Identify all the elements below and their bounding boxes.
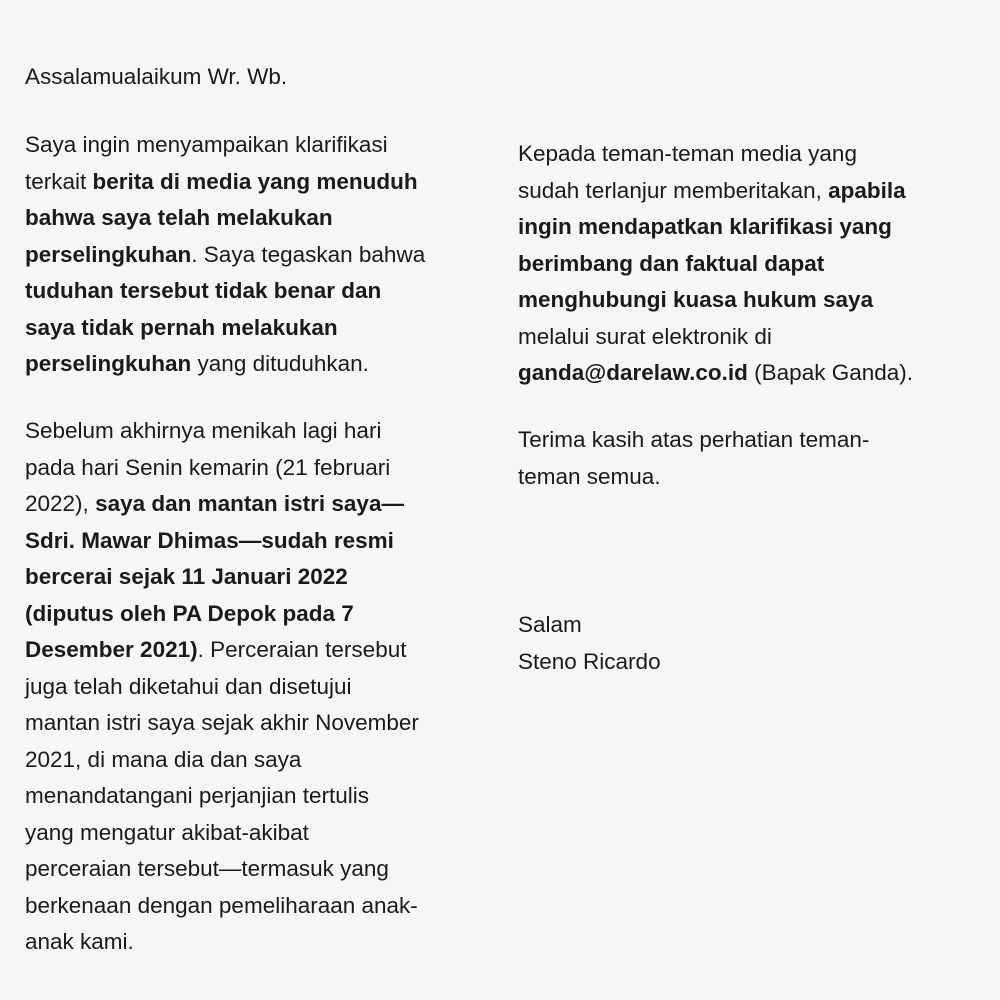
paragraph-line (25, 851, 389, 888)
bold-text-run: ingin mendapatkan klarifikasi yang (518, 214, 892, 239)
text-run: . Saya tegaskan bahwa (191, 241, 426, 267)
bold-text-run: saya tidak pernah melakukan (25, 314, 338, 340)
paragraph-line (518, 209, 892, 246)
text-run: sudah terlanjur memberitakan, (518, 177, 829, 203)
bold-text-run: perselingkuhan (25, 241, 192, 267)
text-run: teman semua. (518, 463, 661, 489)
paragraph-line (25, 164, 418, 201)
text-run: . Perceraian tersebut (197, 637, 407, 662)
paragraph-line (25, 413, 381, 450)
text-run: mantan istri saya sejak akhir November (25, 710, 419, 735)
paragraph-line (25, 273, 381, 310)
text-run: perceraian tersebut—termasuk yang (25, 856, 389, 881)
text-run: berkenaan dengan pemeliharaan anak- (25, 892, 418, 918)
paragraph-line (518, 136, 857, 173)
paragraph-line (25, 523, 394, 560)
lawyer-email: ganda@darelaw.co.id (518, 360, 748, 385)
text-run: terkait (25, 168, 93, 194)
text-run: menandatangani perjanjian tertulis (25, 783, 369, 808)
bold-text-run: tuduhan tersebut tidak benar dan (25, 278, 382, 303)
paragraph-line (25, 778, 369, 815)
paragraph-line (25, 596, 354, 633)
paragraph-line (25, 559, 348, 596)
text-run: Kepada teman-teman media yang (518, 141, 857, 166)
paragraph-line (518, 173, 906, 210)
bold-text-run: Sdri. Mawar Dhimas—sudah resmi (25, 527, 394, 553)
text-run: yang mengatur akibat-akibat (25, 819, 309, 845)
paragraph-line (25, 669, 352, 706)
text-run: juga telah diketahui dan disetujui (25, 673, 352, 699)
text-run: (Bapak Ganda). (747, 360, 914, 385)
bold-text-run: Desember 2021) (25, 637, 198, 662)
paragraph-line (25, 200, 333, 237)
text-run: anak kami. (25, 929, 134, 954)
paragraph-line (25, 815, 309, 852)
bold-text-run: bercerai sejak 11 Januari 2022 (25, 564, 348, 589)
bold-text-run: bahwa saya telah melakukan (25, 205, 333, 230)
paragraph-line (518, 355, 913, 392)
text-run: Saya ingin menyampaikan klarifikasi (25, 132, 388, 157)
paragraph-line (25, 924, 134, 961)
text-run: yang dituduhkan. (191, 351, 369, 376)
text-run: 2021, di mana dia dan saya (25, 746, 302, 772)
paragraph-line (25, 486, 404, 523)
paragraph-line (518, 246, 824, 283)
paragraph-line (518, 422, 869, 459)
paragraph-line (25, 742, 301, 779)
bold-text-run: saya dan mantan istri saya— (95, 491, 404, 516)
paragraph-line (25, 237, 425, 274)
paragraph-line (25, 632, 406, 669)
bold-text-run: (diputus oleh PA Depok pada 7 (25, 600, 354, 626)
paragraph-line (518, 319, 772, 356)
greeting: Assalamualaikum Wr. Wb. (25, 64, 288, 89)
paragraph-line (518, 459, 661, 496)
text-run: Terima kasih atas perhatian teman- (518, 427, 870, 452)
paragraph-line (25, 888, 418, 925)
closing: Salam (518, 612, 582, 637)
bold-text-run: perselingkuhan (25, 351, 192, 376)
text-run: Sebelum akhirnya menikah lagi hari (25, 418, 382, 443)
bold-text-run: berita di media yang menuduh (92, 168, 418, 194)
bold-text-run: menghubungi kuasa hukum saya (518, 287, 874, 312)
paragraph-line (25, 705, 419, 742)
paragraph-line (25, 450, 390, 487)
text-run: 2022), (25, 491, 96, 516)
signature: Steno Ricardo (518, 648, 661, 674)
text-run: pada hari Senin kemarin (21 februari (25, 454, 391, 480)
text-run: melalui surat elektronik di (518, 323, 772, 349)
paragraph-line (25, 127, 388, 164)
paragraph-line (25, 310, 338, 347)
paragraph-line (518, 282, 873, 319)
paragraph-line (25, 346, 369, 383)
bold-text-run: berimbang dan faktual dapat (518, 250, 825, 276)
bold-text-run: apabila (828, 177, 906, 203)
